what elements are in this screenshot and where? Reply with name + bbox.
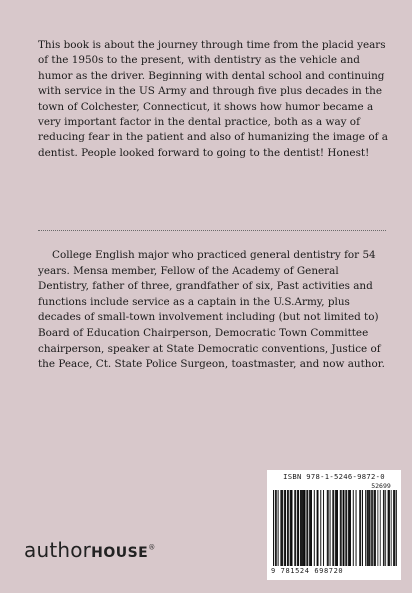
barcode-bar [280,490,281,566]
author-bio [38,248,388,373]
barcode-bar [365,490,366,566]
barcode-bar [388,490,389,566]
barcode-bar [360,490,361,566]
blurb-text: This book is about the journey through time from the placid years of the 1950s to the present, with dentistry as the vehicle and humor as the driver. Beginning with dental school and continuing with service in the US Army and through five plus decades in the town of Colchester, Connecticut, it shows how humor became a very important factor in the dental practice, both as a way of reducing fear in the patient and also of humanizing the image of a dentist. People looked forward to going to the dentist! Honest! [38,39,388,159]
barcode-bar [384,490,385,566]
barcode-bar [310,490,311,566]
barcode-bar [300,490,301,566]
barcode-panel [267,470,401,580]
barcode-bar [359,490,360,566]
back-cover-blurb [38,38,388,161]
barcode-bar [298,490,299,566]
barcode-bar [292,490,293,566]
barcode-bar [301,490,302,566]
ean-digits: 9 781524 698720 [271,567,344,575]
barcode-bar [282,490,283,566]
barcode-bar [303,490,304,566]
barcode-bar [287,490,288,566]
barcode-bar [278,490,279,566]
barcode-bar [353,490,354,566]
price-addon-label: 52699 [371,482,391,490]
barcode-bar [311,490,312,566]
barcode-bar [290,490,291,566]
barcode-bar [335,490,336,566]
barcode-bar [377,490,378,566]
barcode-bar [340,490,341,566]
barcode-bar [337,490,338,566]
barcode-bar [374,490,375,566]
barcode-bar [349,490,350,566]
bio-text: College English major who practiced general dentistry for 54 years. Mensa member, Fellow of the Academy of General Dentistry, father of three, grandfather of six, Past activities and functions include service as a captain in the U.S.Army, plus decades of small-town involvement including (but not limited to) Board of Education Chairperson, Democratic Town Committee chairperson, speaker at State Democratic conventions, Justice of the Peace, Ct. State Police Surgeon, toastmaster, and now author. [38,249,385,371]
barcode-bar [375,490,376,566]
barcode-bar [385,490,386,566]
isbn-label: ISBN 978-1-5246-9872-0 [283,472,385,481]
barcode-bar [388,490,389,566]
barcode-bar [343,490,344,566]
logo-author-text: author [24,538,92,562]
barcode-bar [394,490,395,566]
barcode-bar [309,490,310,566]
barcode-bar [284,490,285,566]
barcode-bar [393,490,394,566]
barcode-bar [344,490,345,566]
barcode-bar [330,490,331,566]
barcode-bar [348,490,349,566]
barcode-bar [383,490,384,566]
barcode-bar [380,490,381,566]
barcode-bar [356,490,357,566]
barcode-bar [350,490,351,566]
barcode-bar [318,490,319,566]
barcode-bar [291,490,292,566]
barcode-bar [333,490,334,566]
publisher-logo [24,538,155,562]
barcode-bar [332,490,333,566]
barcode-bar [341,490,342,566]
barcode-bar [389,490,390,566]
barcode-bar [297,490,298,566]
barcode-bar [369,490,370,566]
barcode-bar [294,490,295,566]
barcode-bar [362,490,363,566]
barcode-bar [302,490,303,566]
registered-mark: ® [148,543,156,552]
barcode-bar [306,490,307,566]
barcode-bar [367,490,368,566]
barcode-bar [320,490,321,566]
barcode-bar [367,490,368,566]
barcode-bar [323,490,324,566]
barcode-bar [281,490,282,566]
barcode-bar [273,490,274,566]
barcode-bar [368,490,369,566]
barcode-bar [374,490,375,566]
barcode-bar [307,490,308,566]
barcode-bar [371,490,372,566]
barcode-bar [391,490,392,566]
barcode-bar [276,490,277,566]
barcode-bar [288,490,289,566]
barcode-bar [395,490,396,566]
barcode-bar [328,490,329,566]
barcode-bar [370,490,371,566]
barcode-bar [305,490,306,566]
barcode-bar [396,490,397,566]
barcode-bar [336,490,337,566]
barcode-bar [346,490,347,566]
barcode-bar [295,490,296,566]
barcode-bar [372,490,373,566]
logo-house-text: HOUSE [91,545,149,561]
barcode-bar [304,490,305,566]
barcode-bar [285,490,286,566]
barcode-bar [317,490,318,566]
ean-barcode [273,490,363,566]
barcode-bar [275,490,276,566]
barcode-bar [327,490,328,566]
barcode-bar [314,490,315,566]
dotted-divider [38,230,386,231]
barcode-bar [345,490,346,566]
addon-barcode [365,490,397,566]
